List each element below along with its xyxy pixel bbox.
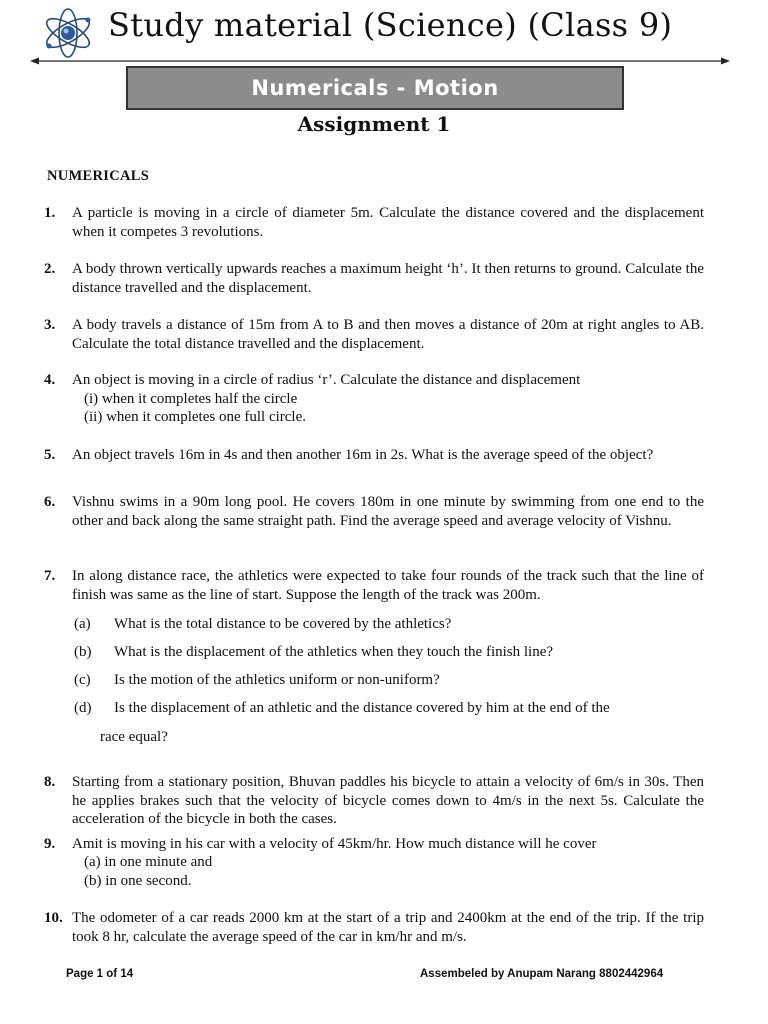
question-5	[44, 446, 704, 465]
topic-banner: Numericals - Motion	[126, 66, 624, 110]
option-label: (a)	[74, 616, 91, 632]
question-number: 7.	[44, 568, 56, 584]
question-7-option-d	[74, 700, 702, 717]
page-header	[0, 0, 768, 64]
question-number: 8.	[44, 774, 56, 790]
question-9-part-b: (b) in one second.	[84, 873, 192, 889]
question-9-part-a: (a) in one minute and	[84, 854, 213, 870]
question-number: 10.	[44, 910, 63, 926]
question-1	[44, 204, 704, 241]
question-8	[44, 773, 704, 829]
question-3	[44, 316, 704, 353]
question-number: 9.	[44, 836, 56, 852]
question-text: A body travels a distance of 15m from A to B and then moves a distance of 20m at right angles to AB. Calculate the total distance travelled and the displacement.	[72, 317, 704, 352]
option-label: (d)	[74, 700, 92, 716]
question-7-option-b	[74, 644, 702, 661]
section-heading: NUMERICALS	[47, 168, 150, 184]
atom-logo-icon	[40, 6, 96, 60]
question-text: The odometer of a car reads 2000 km at the start of a trip and 2400km at the end of the trip. If the trip took 8 hr, calculate the average speed of the car in km/hr and m/s.	[72, 910, 704, 945]
question-2	[44, 260, 704, 297]
option-text: What is the total distance to be covered by the athletics?	[114, 616, 452, 632]
question-7-option-c	[74, 672, 702, 689]
option-label: (c)	[74, 672, 91, 688]
question-text: Vishnu swims in a 90m long pool. He covers 180m in one minute by swimming from one end to the other and back along the same straight path. Find the average speed and average velocity of Vishnu.	[72, 494, 704, 529]
question-7	[44, 567, 704, 604]
question-text: A body thrown vertically upwards reaches a maximum height ‘h’. It then returns to ground. Calculate the distance travelled and the displacement.	[72, 261, 704, 296]
option-text: Is the motion of the athletics uniform or non-uniform?	[114, 672, 440, 688]
question-text: In along distance race, the athletics were expected to take four rounds of the track such that the line of finish was same as the line of start. Suppose the length of the track was 200m.	[72, 568, 704, 603]
question-4-part-i: (i) when it completes half the circle	[84, 391, 298, 407]
question-number: 2.	[44, 261, 56, 277]
question-10	[44, 909, 704, 946]
question-7-option-d-continued: race equal?	[100, 729, 168, 745]
question-number: 5.	[44, 447, 56, 463]
option-label: (b)	[74, 644, 92, 660]
question-7-option-a	[74, 616, 702, 633]
question-number: 4.	[44, 372, 56, 388]
question-text: An object travels 16m in 4s and then another 16m in 2s. What is the average speed of the object?	[72, 447, 654, 463]
question-text: Amit is moving in his car with a velocity of 45km/hr. How much distance will he cover	[72, 836, 597, 852]
question-number: 3.	[44, 317, 56, 333]
page-number: Page 1 of 14	[66, 968, 134, 980]
header-divider	[30, 56, 730, 66]
question-6	[44, 493, 704, 530]
question-text: Starting from a stationary position, Bhuvan paddles his bicycle to attain a velocity of 6m/s in 30s. Then he applies brakes such that the velocity of bicycle comes down to 4m/s in the next 5s. Calculate the acceleration of the bicycle in both the cases.	[72, 774, 704, 827]
page-title: Study material (Science) (Class 9)	[108, 6, 673, 44]
question-4-part-ii: (ii) when it completes one full circle.	[84, 409, 307, 425]
option-text: Is the displacement of an athletic and the distance covered by him at the end of the	[114, 700, 610, 716]
question-text: An object is moving in a circle of radius ‘r’. Calculate the distance and displacement	[72, 372, 581, 388]
option-text: What is the displacement of the athletics when they touch the finish line?	[114, 644, 554, 660]
assignment-title: Assignment 1	[297, 112, 451, 136]
question-number: 1.	[44, 205, 56, 221]
author-credit: Assembeled by Anupam Narang 8802442964	[420, 968, 664, 980]
question-text: A particle is moving in a circle of diameter 5m. Calculate the distance covered and the displacement when it competes 3 revolutions.	[72, 205, 704, 240]
question-number: 6.	[44, 494, 56, 510]
question-4	[44, 371, 704, 390]
question-9	[44, 835, 704, 854]
